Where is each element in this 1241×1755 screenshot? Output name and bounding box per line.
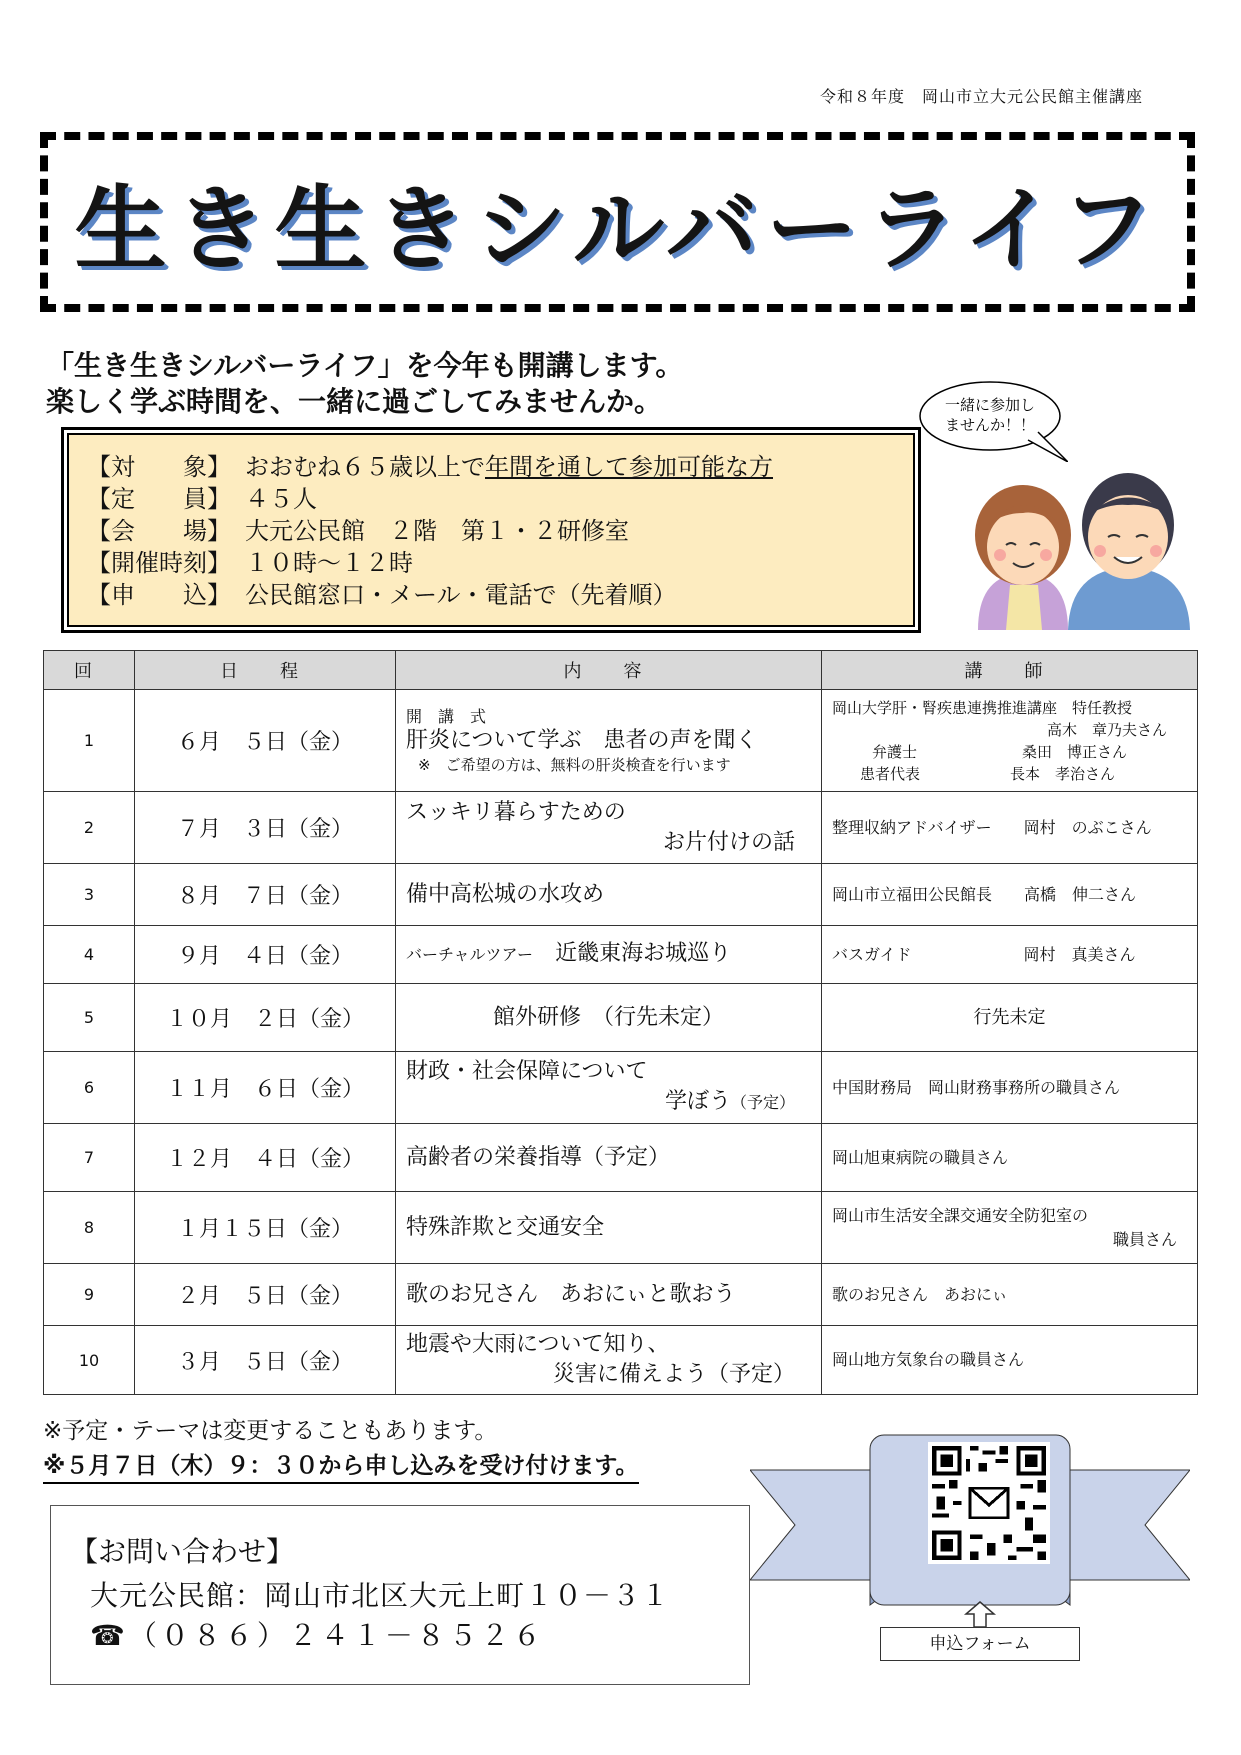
row-instructor: バスガイド 岡村 真美さん (822, 926, 1198, 984)
info-value: １０時〜１２時 (245, 549, 413, 577)
col-header-instructor: 講 師 (822, 651, 1198, 690)
row-instructor: 中国財務局 岡山財務事務所の職員さん (822, 1052, 1198, 1124)
bubble-line-1: 一緒に参加し (944, 396, 1036, 414)
row-content: バーチャルツアー 近畿東海お城巡り (396, 926, 822, 984)
row-no: 5 (44, 984, 135, 1052)
row-content: 館外研修 （行先未定） (396, 984, 822, 1052)
table-row (44, 926, 1198, 984)
info-key: 【定 員】 (87, 485, 231, 513)
info-key: 【開催時刻】 (87, 549, 231, 577)
row-date: ８月 ７日（金） (135, 864, 396, 926)
row-no: 3 (44, 864, 135, 926)
row-content: 特殊詐欺と交通安全 (396, 1192, 822, 1264)
page-title: 生き生きシルバーライフ (74, 176, 1161, 283)
row-no: 1 (44, 690, 135, 792)
row-instructor: 整理収納アドバイザー 岡村 のぶこさん (822, 792, 1198, 864)
table-row (44, 1192, 1198, 1264)
row-no: 9 (44, 1264, 135, 1326)
row-date: １２月 ４日（金） (135, 1124, 396, 1192)
row-no: 7 (44, 1124, 135, 1192)
row-date: ２月 ５日（金） (135, 1264, 396, 1326)
row-date: ９月 ４日（金） (135, 926, 396, 984)
info-value: おおむね６５歳以上で年間を通して参加可能な方 (245, 453, 773, 481)
qr-code[interactable] (928, 1442, 1050, 1564)
row-no: 8 (44, 1192, 135, 1264)
info-box (67, 433, 915, 627)
info-row-venue (87, 511, 629, 546)
row-instructor: 行先未定 (822, 984, 1198, 1052)
info-row-apply (87, 575, 677, 610)
bubble-line-2: ませんか！！ (944, 416, 1036, 434)
info-key: 【対 象】 (87, 453, 231, 481)
info-value: 公民館窓口・メール・電話で（先着順） (245, 581, 677, 609)
table-row (44, 690, 1198, 792)
intro-text (46, 348, 683, 420)
row-content: 備中高松城の水攻め (396, 864, 822, 926)
header-note: 令和８年度 岡山市立大元公民館主催講座 (820, 87, 1144, 106)
row-no: 2 (44, 792, 135, 864)
contact-address: 大元公民館：岡山市北区大元上町１０－３１ (90, 1579, 671, 1612)
info-row-time (87, 543, 413, 578)
row-date: １月１５日（金） (135, 1192, 396, 1264)
speech-bubble (918, 380, 1068, 462)
col-header-date: 日 程 (135, 651, 396, 690)
info-value: 大元公民館 ２階 第１・２研修室 (245, 517, 629, 545)
info-key: 【申 込】 (87, 581, 231, 609)
row-no: 6 (44, 1052, 135, 1124)
table-row (44, 864, 1198, 926)
elderly-couple-illustration (948, 455, 1198, 630)
application-form-label: 申込フォーム (880, 1627, 1080, 1661)
row-content: 地震や大雨について知り、 災害に備えよう（予定） (396, 1326, 822, 1395)
row-instructor: 岡山大学肝・腎疾患連携推進講座 特任教授 高木 章乃夫さん 弁護士 桑田 博正さん 患者代表 長本 孝治さん (822, 690, 1198, 792)
row-instructor: 岡山地方気象台の職員さん (822, 1326, 1198, 1395)
row-instructor: 岡山旭東病院の職員さん (822, 1124, 1198, 1192)
info-row-target (87, 447, 773, 482)
info-key: 【会 場】 (87, 517, 231, 545)
row-instructor: 歌のお兄さん あおにぃ (822, 1264, 1198, 1326)
info-row-capacity (87, 479, 317, 514)
row-no: 4 (44, 926, 135, 984)
row-instructor: 岡山市立福田公民館長 高橋 伸二さん (822, 864, 1198, 926)
row-date: ３月 ５日（金） (135, 1326, 396, 1395)
table-row (44, 1264, 1198, 1326)
intro-line-2: 楽しく学ぶ時間を、一緒に過ごしてみませんか。 (46, 385, 663, 418)
row-date: ６月 ５日（金） (135, 690, 396, 792)
schedule-table (43, 650, 1198, 1395)
row-content: 歌のお兄さん あおにぃと歌おう (396, 1264, 822, 1326)
table-header-row (44, 651, 1198, 690)
row-date: ７月 ３日（金） (135, 792, 396, 864)
row-date: １１月 ６日（金） (135, 1052, 396, 1124)
row-content: 財政・社会保障について 学ぼう（予定） (396, 1052, 822, 1124)
row-instructor: 岡山市生活安全課交通安全防犯室の 職員さん (822, 1192, 1198, 1264)
schedule-note: ※予定・テーマは変更することもあります。 (43, 1418, 498, 1444)
arrow-up-icon (960, 1600, 1000, 1628)
info-value: ４５人 (245, 485, 317, 513)
contact-title: 【お問い合わせ】 (70, 1535, 295, 1568)
row-content: 高齢者の栄養指導（予定） (396, 1124, 822, 1192)
row-date: １０月 ２日（金） (135, 984, 396, 1052)
contact-phone[interactable]: ☎（０８６）２４１－８５２６ (90, 1619, 545, 1652)
col-header-no: 回 (44, 651, 135, 690)
row-content: 開 講 式 肝炎について学ぶ 患者の声を聞く ※ ご希望の方は、無料の肝炎検査を行います (396, 690, 822, 792)
row-content: スッキリ暮らすための お片付けの話 (396, 792, 822, 864)
table-row (44, 1052, 1198, 1124)
intro-line-1: 「生き生きシルバーライフ」を今年も開講します。 (46, 349, 684, 382)
col-header-content: 内 容 (396, 651, 822, 690)
table-row (44, 984, 1198, 1052)
application-start-note: ※５月７日（木）９：３０から申し込みを受け付けます。 (43, 1447, 639, 1484)
table-row (44, 1326, 1198, 1395)
row-no: 10 (44, 1326, 135, 1395)
table-row (44, 1124, 1198, 1192)
table-row (44, 792, 1198, 864)
